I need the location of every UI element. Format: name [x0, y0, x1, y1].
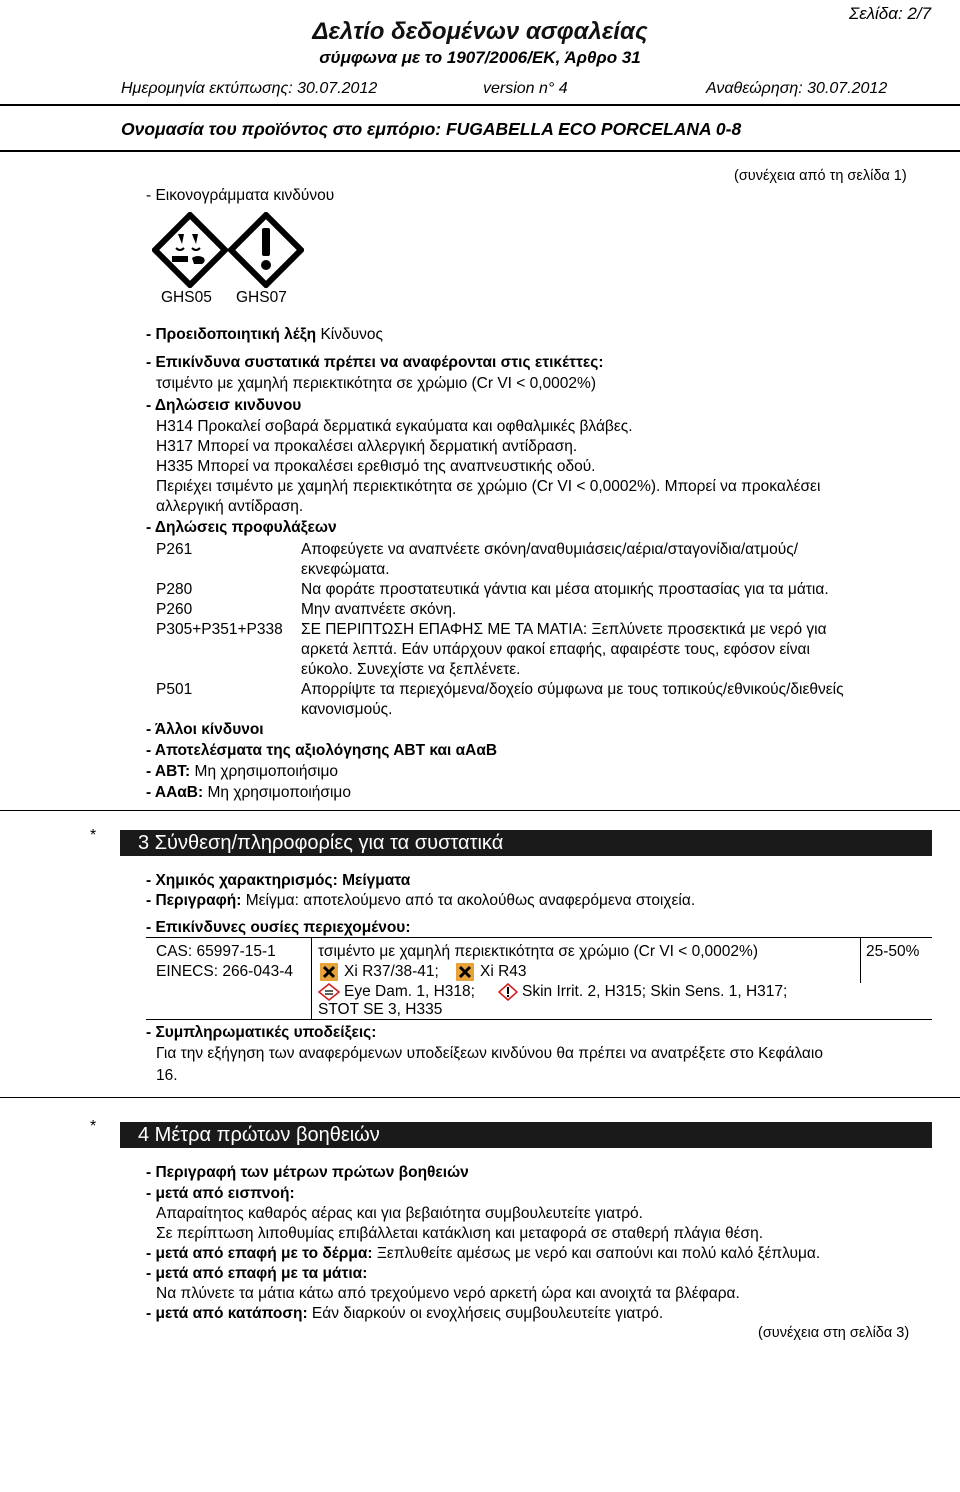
- signal-word-row: [146, 325, 383, 345]
- description-row: - Περιγραφή: Μείγμα: αποτελούμενο από τα ακολούθως αναφερόμενα στοιχεία.: [146, 892, 696, 909]
- section3-title: 3 Σύνθεση/πληροφορίες για τα συστατικά: [138, 832, 504, 854]
- additional-info-label: - Συμπληρωματικές υποδείξεις:: [146, 1024, 377, 1041]
- precaution-text: Να φοράτε προστατευτικά γάντια και μέσα ατομικής προστασίας για τα μάτια.: [301, 581, 829, 598]
- precaution-text: εύκολο. Συνεχίστε να ξεπλένετε.: [301, 661, 521, 678]
- precaution-text: Απορρίψτε τα περιεχόμενα/δοχείο σύμφωνα με τους τοπικούς/εθνικούς/διεθνείς: [301, 681, 844, 698]
- table-top-rule: [146, 937, 932, 938]
- eye-contact-text: Να πλύνετε τα μάτια κάτω από τρεχούμενο νερό αρκετή ώρα και ανοιχτά τα βλέφαρα.: [156, 1285, 740, 1302]
- first-aid-description-label: - Περιγραφή των μέτρων πρώτων βοηθειών: [146, 1164, 469, 1181]
- dangerous-substances-label: - Επικίνδυνες ουσίες περιεχομένου:: [146, 919, 411, 936]
- hazard-components-label: - Επικίνδυνα συστατικά πρέπει να αναφέρονται στις ετικέττες:: [146, 354, 604, 371]
- print-date: Ημερομηνία εκτύπωσης: 30.07.2012: [121, 80, 378, 97]
- precaution-code: P280: [156, 581, 193, 598]
- ingestion-row: - μετά από κατάποση: Εάν διαρκούν οι ενοχλήσεις συμβουλευτείτε γιατρό.: [146, 1305, 664, 1322]
- substance-name: τσιμέντο με χαμηλή περιεκτικότητα σε χρώμιο (Cr VI < 0,0002%): [318, 943, 758, 960]
- substance-percentage: 25-50%: [866, 943, 920, 960]
- clp-classification: Skin Irrit. 2, H315; Skin Sens. 1, H317;: [522, 983, 788, 1000]
- pbt-results-label: - Αποτελέσματα της αξιολόγησης ΑΒΤ και αΑαΒ: [146, 742, 498, 759]
- continued-to: (συνέχεια στη σελίδα 3): [758, 1325, 910, 1341]
- precaution-text: ΣΕ ΠΕΡΙΠΤΩΣΗ ΕΠΑΦΗΣ ΜΕ ΤΑ ΜΑΤΙΑ: Ξεπλύνετε προσεκτικά με νερό για: [301, 621, 827, 638]
- pictogram-code: GHS07: [236, 289, 287, 306]
- pictograms-label: - Εικονογράμματα κινδύνου: [146, 187, 335, 204]
- hazard-components-value: τσιμέντο με χαμηλή περιεκτικότητα σε χρώμιο (Cr VI < 0,0002%): [156, 375, 596, 392]
- document-subtitle: σύμφωνα με το 1907/2006/ΕΚ, Άρθρο 31: [319, 48, 641, 67]
- ghs05-corrosion-icon: [152, 212, 228, 288]
- other-hazards-label: - Άλλοι κίνδυνοι: [146, 721, 264, 738]
- revision-star: *: [90, 1118, 97, 1135]
- inhalation-label: - μετά από εισπνοή:: [146, 1185, 295, 1202]
- precaution-code: P501: [156, 681, 193, 698]
- section4-title: 4 Μέτρα πρώτων βοηθειών: [138, 1124, 380, 1146]
- clp-classification: Eye Dam. 1, H318;: [344, 983, 475, 1000]
- precaution-text: Μην αναπνέετε σκόνη.: [301, 601, 457, 618]
- hazard-statement: H314 Προκαλεί σοβαρά δερματικά εγκαύματα και οφθαλμικές βλάβες.: [156, 418, 633, 435]
- section-divider: [0, 810, 960, 811]
- hazard-statement: αλλεργική αντίδραση.: [156, 498, 304, 515]
- precautionary-label: - Δηλώσεις προφυλάξεων: [146, 519, 337, 536]
- continued-from: (συνέχεια από τη σελίδα 1): [734, 168, 907, 184]
- pbt-label: - ΑΒΤ:: [146, 763, 191, 780]
- vpvb-value: Μη χρησιμοποιήσιμο: [207, 784, 351, 801]
- cas-number: CAS: 65997-15-1: [156, 943, 276, 960]
- corrosion-small-icon: [318, 983, 340, 1001]
- eye-contact-label: - μετά από επαφή με τα μάτια:: [146, 1265, 368, 1282]
- revision-date: Αναθεώρηση: 30.07.2012: [706, 80, 888, 97]
- hazard-statement: H317 Μπορεί να προκαλέσει αλλεργική δερματική αντίδραση.: [156, 438, 578, 455]
- vpvb-label: - ΑΑαΒ:: [146, 784, 204, 801]
- hazard-statement: Περιέχει τσιμέντο με χαμηλή περιεκτικότητα σε χρώμιο (Cr VI < 0,0002%). Μπορεί να προκαλέσει: [156, 478, 821, 495]
- signal-word-label: - Προειδοποιητική λέξη: [146, 326, 317, 343]
- section-divider: [0, 1097, 960, 1098]
- product-name: Ονομασία του προϊόντος στο εμπόριο: FUGABELLA ECO PORCELANA 0-8: [121, 119, 742, 139]
- precaution-code: P305+P351+P338: [156, 621, 283, 638]
- table-bottom-rule: [146, 1019, 932, 1020]
- vpvb-row: [146, 783, 351, 803]
- document-title: Δελτίο δεδομένων ασφαλείας: [312, 18, 648, 45]
- precaution-text: Αποφεύγετε να αναπνέετε σκόνη/αναθυμιάσεις/αέρια/σταγονίδια/ατμούς/: [301, 541, 799, 558]
- additional-info-text: Για την εξήγηση των αναφερόμενων υποδείξεων κινδύνου θα πρέπει να ανατρέξετε στο Κεφάλαιο: [156, 1045, 823, 1062]
- skin-contact-row: - μετά από επαφή με το δέρμα: Ξεπλυθείτε αμέσως με νερό και σαπούνι και πολύ καλό ξέπλυμα.: [146, 1245, 821, 1262]
- precaution-text: κανονισμούς.: [301, 701, 393, 718]
- hazard-statements-label: - Δηλώσεισ κινδυνου: [146, 397, 302, 414]
- exclamation-small-icon: [498, 983, 518, 1001]
- version: version n° 4: [483, 80, 568, 97]
- precaution-text: εκνεφώματα.: [301, 561, 390, 578]
- revision-star: *: [90, 827, 97, 844]
- product-rule: [0, 150, 960, 152]
- chemical-characterization: - Χημικός χαρακτηρισμός: Μείγματα: [146, 872, 411, 889]
- precaution-code: P260: [156, 601, 193, 618]
- clp-classification: STOT SE 3, H335: [318, 1001, 443, 1018]
- pictogram-code: GHS05: [161, 289, 212, 306]
- einecs-number: EINECS: 266-043-4: [156, 963, 293, 980]
- table-col-rule: [311, 937, 312, 1019]
- risk-phrase: Xi R37/38-41;: [344, 963, 439, 980]
- precaution-text: αρκετά λεπτά. Εάν υπάρχουν φακοί επαφής, αφαιρέστε τους, εφόσον είναι: [301, 641, 810, 658]
- precaution-code: P261: [156, 541, 193, 558]
- pbt-row: [146, 762, 338, 782]
- additional-info-text: 16.: [156, 1067, 178, 1084]
- ghs07-exclamation-icon: [228, 212, 304, 288]
- signal-word-value: Κίνδυνος: [320, 326, 383, 343]
- table-col-rule: [860, 937, 861, 983]
- risk-phrase: Xi R43: [480, 963, 527, 980]
- xi-irritant-icon: [456, 963, 474, 981]
- header-rule: [0, 104, 960, 106]
- page-number: Σελίδα: 2/7: [849, 4, 932, 23]
- pbt-value: Μη χρησιμοποιήσιμο: [194, 763, 339, 780]
- inhalation-text: Απαραίτητος καθαρός αέρας και για βεβαιότητα συμβουλευτείτε γιατρό.: [156, 1205, 643, 1222]
- inhalation-text: Σε περίπτωση λιποθυμίας επιβάλλεται κατάκλιση και μεταφορά σε σταθερή πλάγια θέση.: [156, 1225, 763, 1242]
- hazard-statement: H335 Μπορεί να προκαλέσει ερεθισμό της αναπνευστικής οδού.: [156, 458, 596, 475]
- xi-irritant-icon: [320, 963, 338, 981]
